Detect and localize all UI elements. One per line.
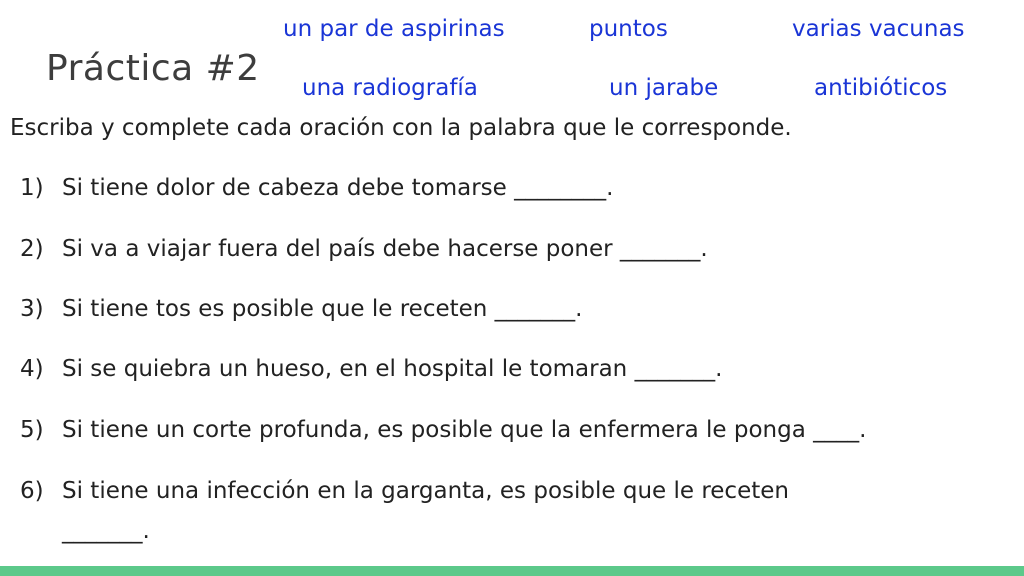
word-bank-item: una radiografía <box>302 75 478 101</box>
word-bank-item: antibióticos <box>814 75 948 101</box>
sentence-text: Si tiene tos es posible que le receten _______. <box>62 296 583 322</box>
sentence-text: Si se quiebra un hueso, en el hospital le tomaran _______. <box>62 356 723 382</box>
sentence-number: 4) <box>20 356 44 382</box>
sentence-item <box>20 356 722 382</box>
instruction-text: Escriba y complete cada oración con la palabra que le corresponde. <box>10 115 792 141</box>
slide-title: Práctica #2 <box>46 48 260 89</box>
sentence-number: 2) <box>20 236 44 262</box>
sentence-text: Si va a viajar fuera del país debe hacerse poner _______. <box>62 236 708 262</box>
word-bank-item: un jarabe <box>609 75 719 101</box>
sentence-item <box>20 296 582 322</box>
footer-accent-bar <box>0 566 1024 576</box>
sentence-text: Si tiene un corte profunda, es posible que la enfermera le ponga ____. <box>62 417 867 443</box>
sentence-text: Si tiene dolor de cabeza debe tomarse ________. <box>62 175 614 201</box>
sentence-number: 6) <box>20 478 44 504</box>
sentence-continuation: _______. <box>62 518 150 544</box>
word-bank-item: un par de aspirinas <box>283 16 505 42</box>
sentence-number: 1) <box>20 175 44 201</box>
sentence-number: 5) <box>20 417 44 443</box>
sentence-item <box>20 478 789 504</box>
word-bank-item: varias vacunas <box>792 16 965 42</box>
sentence-text: Si tiene una infección en la garganta, es posible que le receten <box>62 478 789 504</box>
sentence-number: 3) <box>20 296 44 322</box>
sentence-item <box>20 175 613 201</box>
sentence-item <box>20 236 708 262</box>
sentence-item <box>20 417 866 443</box>
word-bank-item: puntos <box>589 16 668 42</box>
